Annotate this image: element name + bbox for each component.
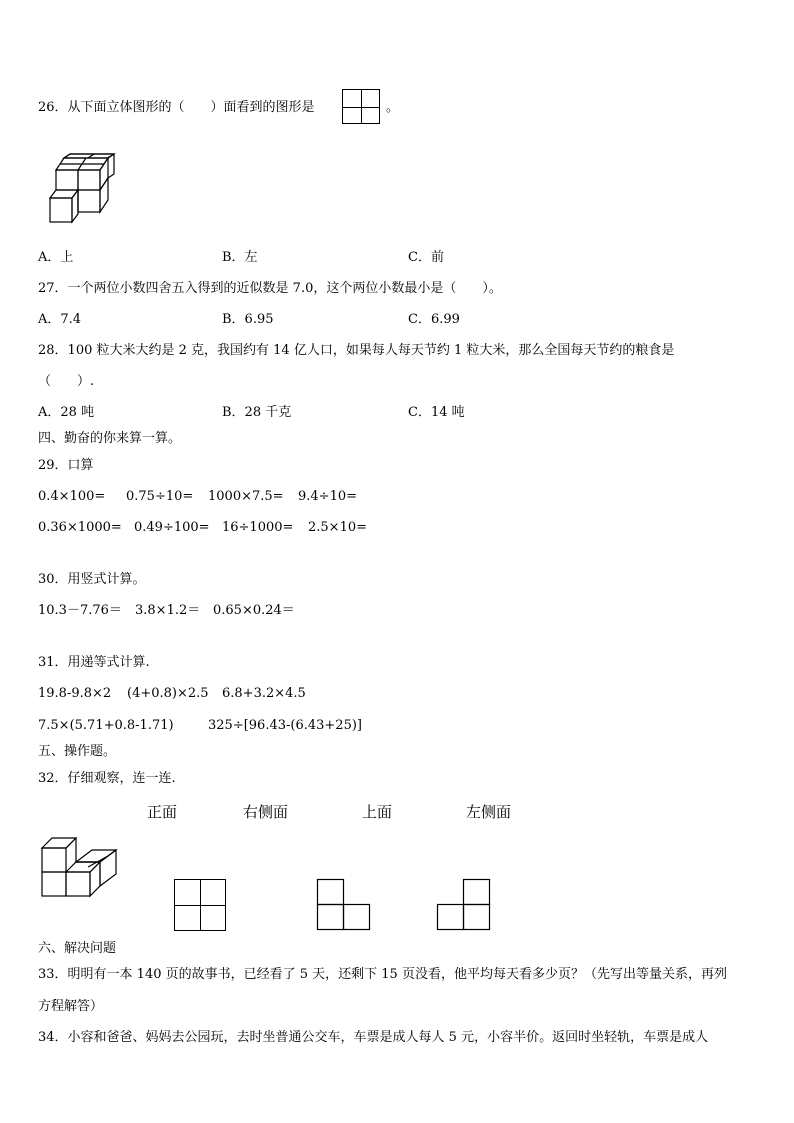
q30-item: 10.3－7.76＝ <box>38 603 122 618</box>
q26-cube-solid-figure <box>44 152 124 227</box>
q28-stem-line1: 28．100 粒大米大约是 2 克，我国约有 14 亿人口，如果每人每天节约 1 粒大米，那么全国每天节约的粮食是 <box>38 343 675 358</box>
q32-view-l-shape-left[interactable] <box>317 879 371 931</box>
q32-view-l-shape-right[interactable] <box>437 879 491 931</box>
q32-view-label-right: 右侧面 <box>243 803 289 821</box>
q32-cube-solid-figure <box>40 836 120 900</box>
q26-option-b[interactable]: B．左 <box>222 250 258 265</box>
q29-item: 0.75÷10= <box>126 489 194 504</box>
q31-item: 325÷[96.43-(6.43+25)] <box>208 718 362 733</box>
q29-label: 29．口算 <box>38 458 94 473</box>
q32-view-label-top: 上面 <box>362 803 393 821</box>
q30-item: 0.65×0.24＝ <box>213 603 295 618</box>
q33-line1: 33．明明有一本 140 页的故事书，已经看了 5 天，还剩下 15 页没看，他平均每天看多少页？（先写出等量关系，再列 <box>38 967 727 982</box>
q28-option-b[interactable]: B．28 千克 <box>222 405 292 420</box>
q26-stem: 26．从下面立体图形的（ ）面看到的图形是 <box>38 100 315 115</box>
q33-line2: 方程解答） <box>38 999 104 1014</box>
q26-stem-end: 。 <box>386 100 400 115</box>
q32-view-label-left: 左侧面 <box>466 803 512 821</box>
section4-title: 四、勤奋的你来算一算。 <box>38 431 182 446</box>
q28-option-a[interactable]: A．28 吨 <box>38 405 95 420</box>
q29-item: 2.5×10= <box>308 520 368 535</box>
q31-item: 6.8+3.2×4.5 <box>222 686 306 701</box>
q27-option-c[interactable]: C．6.99 <box>408 312 460 327</box>
q29-item: 16÷1000= <box>222 520 294 535</box>
q31-item: 19.8-9.8×2 <box>38 686 112 701</box>
q29-item: 0.36×1000= <box>38 520 122 535</box>
section6-title: 六、解决问题 <box>38 941 117 956</box>
q32-view-label-front: 正面 <box>147 803 178 821</box>
q28-stem-line2: （ ）. <box>38 374 95 389</box>
q26-option-c[interactable]: C．前 <box>408 250 444 265</box>
section5-title: 五、操作题。 <box>38 744 117 759</box>
q31-label: 31．用递等式计算. <box>38 655 150 670</box>
q32-view-square-2x2[interactable] <box>174 879 226 931</box>
q27-option-b[interactable]: B．6.95 <box>222 312 274 327</box>
q26-option-a[interactable]: A．上 <box>38 250 74 265</box>
q29-item: 0.4×100= <box>38 489 106 504</box>
q27-option-a[interactable]: A．7.4 <box>38 312 82 327</box>
q29-item: 9.4÷10= <box>298 489 358 504</box>
q31-item: (4+0.8)×2.5 <box>127 686 209 701</box>
q30-label: 30．用竖式计算。 <box>38 572 146 587</box>
q32-label: 32．仔细观察，连一连. <box>38 771 176 786</box>
q30-item: 3.8×1.2＝ <box>135 603 201 618</box>
q28-option-c[interactable]: C．14 吨 <box>408 405 465 420</box>
q29-item: 1000×7.5= <box>208 489 284 504</box>
q26-top-view-figure <box>342 89 380 124</box>
q31-item: 7.5×(5.71+0.8-1.71) <box>38 718 174 733</box>
q29-item: 0.49÷100= <box>134 520 210 535</box>
q34-line1: 34．小容和爸爸、妈妈去公园玩，去时坐普通公交车，车票是成人每人 5 元，小容半价。返回时坐轻轨，车票是成人 <box>38 1030 709 1045</box>
q27-stem: 27．一个两位小数四舍五入得到的近似数是 7.0，这个两位小数最小是（ ）。 <box>38 281 502 296</box>
